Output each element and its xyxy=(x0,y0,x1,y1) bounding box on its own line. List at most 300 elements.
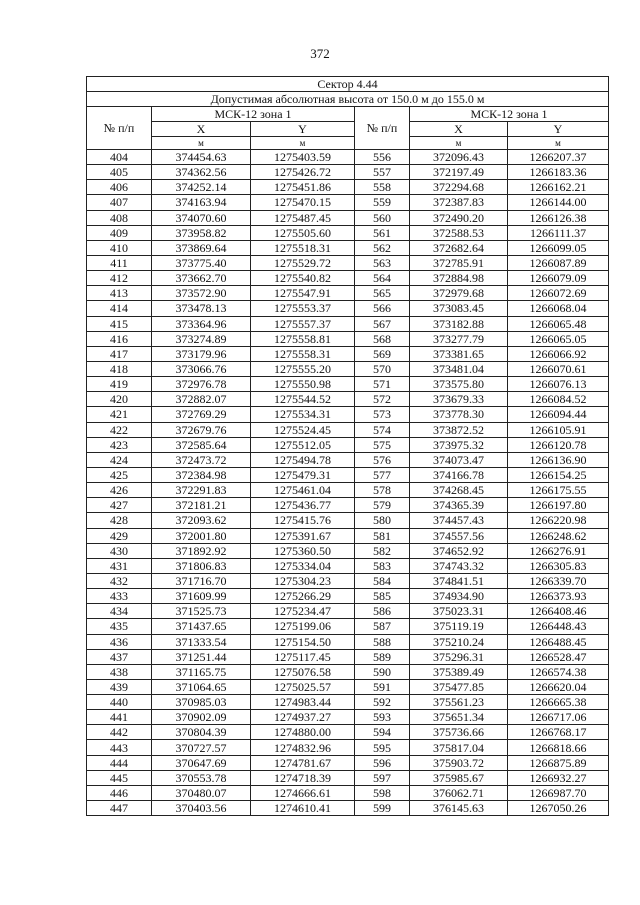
table-row xyxy=(87,785,609,800)
y-left: 1275553.37 xyxy=(251,301,355,316)
y-left: 1275524.45 xyxy=(251,422,355,437)
x-right: 372490.20 xyxy=(410,210,508,225)
row-num-left: 435 xyxy=(87,619,152,634)
x-right: 375736.66 xyxy=(410,725,508,740)
table-row xyxy=(87,498,609,513)
row-num-left: 426 xyxy=(87,483,152,498)
row-num-left: 428 xyxy=(87,513,152,528)
row-num-right: 570 xyxy=(355,361,410,376)
row-num-left: 438 xyxy=(87,664,152,679)
y-right: 1266932.27 xyxy=(508,770,609,785)
row-num-left: 416 xyxy=(87,331,152,346)
table-row xyxy=(87,452,609,467)
y-right: 1266373.93 xyxy=(508,589,609,604)
row-num-right: 572 xyxy=(355,392,410,407)
y-left: 1275266.29 xyxy=(251,589,355,604)
x-right: 374166.78 xyxy=(410,467,508,482)
y-left: 1275360.50 xyxy=(251,543,355,558)
y-right: 1266136.90 xyxy=(508,452,609,467)
header-num-right: № п/п xyxy=(355,107,410,150)
row-num-left: 420 xyxy=(87,392,152,407)
row-num-right: 566 xyxy=(355,301,410,316)
y-left: 1275547.91 xyxy=(251,286,355,301)
y-right: 1266220.98 xyxy=(508,513,609,528)
table-row xyxy=(87,392,609,407)
x-left: 372093.62 xyxy=(152,513,251,528)
x-right: 372387.83 xyxy=(410,195,508,210)
x-right: 374268.45 xyxy=(410,483,508,498)
y-right: 1266094.44 xyxy=(508,407,609,422)
x-left: 373662.70 xyxy=(152,271,251,286)
row-num-left: 439 xyxy=(87,679,152,694)
y-left: 1275555.20 xyxy=(251,361,355,376)
x-left: 370804.39 xyxy=(152,725,251,740)
row-num-right: 597 xyxy=(355,770,410,785)
row-num-right: 576 xyxy=(355,452,410,467)
y-right: 1266072.69 xyxy=(508,286,609,301)
table-row xyxy=(87,664,609,679)
table-row xyxy=(87,240,609,255)
x-left: 371892.92 xyxy=(152,543,251,558)
x-left: 373274.89 xyxy=(152,331,251,346)
x-right: 373872.52 xyxy=(410,422,508,437)
y-left: 1275461.04 xyxy=(251,483,355,498)
x-right: 374934.90 xyxy=(410,589,508,604)
table-row xyxy=(87,801,609,816)
y-right: 1266276.91 xyxy=(508,543,609,558)
x-right: 372884.98 xyxy=(410,271,508,286)
row-num-left: 412 xyxy=(87,271,152,286)
x-right: 372979.68 xyxy=(410,286,508,301)
y-left: 1275540.82 xyxy=(251,271,355,286)
x-right: 374365.39 xyxy=(410,498,508,513)
y-right: 1266079.09 xyxy=(508,271,609,286)
y-left: 1275558.81 xyxy=(251,331,355,346)
row-num-left: 446 xyxy=(87,785,152,800)
table-row xyxy=(87,740,609,755)
x-right: 372682.64 xyxy=(410,240,508,255)
row-num-right: 560 xyxy=(355,210,410,225)
x-right: 372197.49 xyxy=(410,165,508,180)
y-left: 1275487.45 xyxy=(251,210,355,225)
x-left: 371716.70 xyxy=(152,573,251,588)
table-row xyxy=(87,604,609,619)
x-right: 372785.91 xyxy=(410,255,508,270)
table-row xyxy=(87,255,609,270)
x-left: 372976.78 xyxy=(152,377,251,392)
table-row xyxy=(87,210,609,225)
x-left: 372291.83 xyxy=(152,483,251,498)
header-y-right: Y xyxy=(508,122,609,137)
row-num-left: 421 xyxy=(87,407,152,422)
x-right: 374652.92 xyxy=(410,543,508,558)
row-num-right: 582 xyxy=(355,543,410,558)
row-num-left: 419 xyxy=(87,377,152,392)
row-num-right: 567 xyxy=(355,316,410,331)
row-num-right: 593 xyxy=(355,710,410,725)
y-right: 1266144.00 xyxy=(508,195,609,210)
table-row xyxy=(87,589,609,604)
row-num-right: 557 xyxy=(355,165,410,180)
x-left: 371333.54 xyxy=(152,634,251,649)
row-num-right: 561 xyxy=(355,225,410,240)
y-right: 1266162.21 xyxy=(508,180,609,195)
x-left: 374070.60 xyxy=(152,210,251,225)
row-num-left: 443 xyxy=(87,740,152,755)
x-right: 374841.51 xyxy=(410,573,508,588)
x-right: 374743.32 xyxy=(410,558,508,573)
row-num-left: 405 xyxy=(87,165,152,180)
y-right: 1266875.89 xyxy=(508,755,609,770)
y-left: 1275451.86 xyxy=(251,180,355,195)
table-row xyxy=(87,573,609,588)
table-row xyxy=(87,165,609,180)
x-left: 373066.76 xyxy=(152,361,251,376)
row-num-left: 407 xyxy=(87,195,152,210)
row-num-left: 442 xyxy=(87,725,152,740)
table-row xyxy=(87,422,609,437)
x-left: 374163.94 xyxy=(152,195,251,210)
page-number: 372 xyxy=(310,46,330,61)
x-left: 373775.40 xyxy=(152,255,251,270)
row-num-right: 569 xyxy=(355,346,410,361)
row-num-right: 583 xyxy=(355,558,410,573)
x-left: 371251.44 xyxy=(152,649,251,664)
x-right: 374073.47 xyxy=(410,452,508,467)
row-num-right: 584 xyxy=(355,573,410,588)
row-num-right: 599 xyxy=(355,801,410,816)
row-num-right: 565 xyxy=(355,286,410,301)
row-num-left: 432 xyxy=(87,573,152,588)
table-row xyxy=(87,407,609,422)
row-num-right: 595 xyxy=(355,740,410,755)
row-num-left: 418 xyxy=(87,361,152,376)
y-left: 1275544.52 xyxy=(251,392,355,407)
y-right: 1266070.61 xyxy=(508,361,609,376)
x-left: 370647.69 xyxy=(152,755,251,770)
row-num-left: 431 xyxy=(87,558,152,573)
x-right: 376062.71 xyxy=(410,785,508,800)
row-num-left: 445 xyxy=(87,770,152,785)
unit-y-left: м xyxy=(251,137,355,150)
y-left: 1275154.50 xyxy=(251,634,355,649)
x-left: 371165.75 xyxy=(152,664,251,679)
y-left: 1275557.37 xyxy=(251,316,355,331)
y-left: 1275494.78 xyxy=(251,452,355,467)
x-right: 374557.56 xyxy=(410,528,508,543)
y-left: 1275403.59 xyxy=(251,150,355,165)
x-right: 373575.80 xyxy=(410,377,508,392)
y-left: 1275512.05 xyxy=(251,437,355,452)
row-num-right: 559 xyxy=(355,195,410,210)
y-left: 1275199.06 xyxy=(251,619,355,634)
x-left: 374362.56 xyxy=(152,165,251,180)
y-left: 1275304.23 xyxy=(251,573,355,588)
x-left: 372001.80 xyxy=(152,528,251,543)
table-row xyxy=(87,543,609,558)
x-right: 373679.33 xyxy=(410,392,508,407)
row-num-right: 558 xyxy=(355,180,410,195)
y-left: 1275334.04 xyxy=(251,558,355,573)
y-left: 1274880.00 xyxy=(251,725,355,740)
x-right: 374457.43 xyxy=(410,513,508,528)
row-num-left: 408 xyxy=(87,210,152,225)
table-row xyxy=(87,377,609,392)
row-num-right: 578 xyxy=(355,483,410,498)
header-system-right: МСК-12 зона 1 xyxy=(410,107,609,122)
y-left: 1275415.76 xyxy=(251,513,355,528)
row-num-right: 564 xyxy=(355,271,410,286)
x-right: 375296.31 xyxy=(410,649,508,664)
x-left: 372769.29 xyxy=(152,407,251,422)
y-left: 1275534.31 xyxy=(251,407,355,422)
unit-x-left: м xyxy=(152,137,251,150)
row-num-left: 422 xyxy=(87,422,152,437)
x-left: 373572.90 xyxy=(152,286,251,301)
unit-y-right: м xyxy=(508,137,609,150)
row-num-left: 430 xyxy=(87,543,152,558)
y-right: 1266197.80 xyxy=(508,498,609,513)
x-right: 375985.67 xyxy=(410,770,508,785)
y-right: 1266818.66 xyxy=(508,740,609,755)
x-right: 375817.04 xyxy=(410,740,508,755)
x-left: 372384.98 xyxy=(152,467,251,482)
row-num-right: 574 xyxy=(355,422,410,437)
y-left: 1275479.31 xyxy=(251,467,355,482)
y-right: 1266154.25 xyxy=(508,467,609,482)
x-left: 374252.14 xyxy=(152,180,251,195)
table-row xyxy=(87,180,609,195)
header-x-left: X xyxy=(152,122,251,137)
y-right: 1266065.05 xyxy=(508,331,609,346)
row-num-right: 598 xyxy=(355,785,410,800)
table-row xyxy=(87,316,609,331)
x-left: 373869.64 xyxy=(152,240,251,255)
row-num-right: 594 xyxy=(355,725,410,740)
row-num-left: 434 xyxy=(87,604,152,619)
y-right: 1266528.47 xyxy=(508,649,609,664)
row-num-left: 427 xyxy=(87,498,152,513)
y-left: 1275529.72 xyxy=(251,255,355,270)
table-row xyxy=(87,770,609,785)
y-left: 1275117.45 xyxy=(251,649,355,664)
y-right: 1266175.55 xyxy=(508,483,609,498)
y-right: 1266105.91 xyxy=(508,422,609,437)
table-row xyxy=(87,225,609,240)
row-num-right: 581 xyxy=(355,528,410,543)
row-num-left: 424 xyxy=(87,452,152,467)
y-right: 1266574.38 xyxy=(508,664,609,679)
table-row xyxy=(87,513,609,528)
x-left: 370480.07 xyxy=(152,785,251,800)
header-x-right: X xyxy=(410,122,508,137)
table-row xyxy=(87,634,609,649)
row-num-right: 562 xyxy=(355,240,410,255)
y-left: 1275505.60 xyxy=(251,225,355,240)
x-right: 375651.34 xyxy=(410,710,508,725)
y-right: 1266099.05 xyxy=(508,240,609,255)
table-row xyxy=(87,301,609,316)
y-right: 1266488.45 xyxy=(508,634,609,649)
x-left: 371437.65 xyxy=(152,619,251,634)
row-num-right: 579 xyxy=(355,498,410,513)
row-num-left: 447 xyxy=(87,801,152,816)
y-right: 1266120.78 xyxy=(508,437,609,452)
y-left: 1274718.39 xyxy=(251,770,355,785)
y-right: 1266084.52 xyxy=(508,392,609,407)
x-left: 373478.13 xyxy=(152,301,251,316)
y-left: 1275558.31 xyxy=(251,346,355,361)
x-right: 372588.53 xyxy=(410,225,508,240)
x-left: 374454.63 xyxy=(152,150,251,165)
y-left: 1275391.67 xyxy=(251,528,355,543)
table-row xyxy=(87,619,609,634)
x-right: 373975.32 xyxy=(410,437,508,452)
row-num-right: 577 xyxy=(355,467,410,482)
y-right: 1266768.17 xyxy=(508,725,609,740)
x-left: 371609.99 xyxy=(152,589,251,604)
coordinates-table xyxy=(86,76,609,816)
x-left: 372585.64 xyxy=(152,437,251,452)
row-num-left: 409 xyxy=(87,225,152,240)
row-num-left: 423 xyxy=(87,437,152,452)
y-left: 1274983.44 xyxy=(251,695,355,710)
table-row xyxy=(87,150,609,165)
x-left: 370985.03 xyxy=(152,695,251,710)
row-num-left: 411 xyxy=(87,255,152,270)
x-right: 372096.43 xyxy=(410,150,508,165)
row-num-left: 413 xyxy=(87,286,152,301)
unit-x-right: м xyxy=(410,137,508,150)
header-y-left: Y xyxy=(251,122,355,137)
table-row xyxy=(87,755,609,770)
row-num-right: 580 xyxy=(355,513,410,528)
y-left: 1274610.41 xyxy=(251,801,355,816)
y-left: 1274781.67 xyxy=(251,755,355,770)
y-right: 1266183.36 xyxy=(508,165,609,180)
x-right: 375477.85 xyxy=(410,679,508,694)
y-left: 1274937.27 xyxy=(251,710,355,725)
row-num-right: 587 xyxy=(355,619,410,634)
y-right: 1267050.26 xyxy=(508,801,609,816)
row-num-left: 414 xyxy=(87,301,152,316)
y-left: 1275234.47 xyxy=(251,604,355,619)
row-num-right: 586 xyxy=(355,604,410,619)
y-right: 1266126.38 xyxy=(508,210,609,225)
table-row xyxy=(87,195,609,210)
row-num-right: 563 xyxy=(355,255,410,270)
y-left: 1275470.15 xyxy=(251,195,355,210)
x-left: 371806.83 xyxy=(152,558,251,573)
row-num-right: 556 xyxy=(355,150,410,165)
row-num-right: 592 xyxy=(355,695,410,710)
table-row xyxy=(87,528,609,543)
x-left: 373179.96 xyxy=(152,346,251,361)
row-num-right: 589 xyxy=(355,649,410,664)
x-left: 372181.21 xyxy=(152,498,251,513)
x-left: 372679.76 xyxy=(152,422,251,437)
y-left: 1275025.57 xyxy=(251,679,355,694)
y-right: 1266087.89 xyxy=(508,255,609,270)
row-num-right: 573 xyxy=(355,407,410,422)
y-right: 1266339.70 xyxy=(508,573,609,588)
table-row xyxy=(87,286,609,301)
x-left: 370902.09 xyxy=(152,710,251,725)
table-row xyxy=(87,558,609,573)
y-right: 1266448.43 xyxy=(508,619,609,634)
row-num-left: 441 xyxy=(87,710,152,725)
y-right: 1266717.06 xyxy=(508,710,609,725)
x-right: 375903.72 xyxy=(410,755,508,770)
table-body xyxy=(87,150,609,816)
table-row xyxy=(87,271,609,286)
y-left: 1275436.77 xyxy=(251,498,355,513)
y-left: 1275076.58 xyxy=(251,664,355,679)
x-right: 373277.79 xyxy=(410,331,508,346)
row-num-left: 444 xyxy=(87,755,152,770)
x-left: 372882.07 xyxy=(152,392,251,407)
table-row xyxy=(87,467,609,482)
row-num-right: 571 xyxy=(355,377,410,392)
row-num-right: 591 xyxy=(355,679,410,694)
row-num-right: 588 xyxy=(355,634,410,649)
row-num-left: 437 xyxy=(87,649,152,664)
row-num-right: 590 xyxy=(355,664,410,679)
table-row xyxy=(87,695,609,710)
x-left: 372473.72 xyxy=(152,452,251,467)
y-right: 1266408.46 xyxy=(508,604,609,619)
header-system-left: МСК-12 зона 1 xyxy=(152,107,355,122)
header-num-left: № п/п xyxy=(87,107,152,150)
y-right: 1266987.70 xyxy=(508,785,609,800)
x-right: 373381.65 xyxy=(410,346,508,361)
y-right: 1266248.62 xyxy=(508,528,609,543)
row-num-right: 585 xyxy=(355,589,410,604)
y-right: 1266305.83 xyxy=(508,558,609,573)
table-row xyxy=(87,725,609,740)
row-num-left: 440 xyxy=(87,695,152,710)
x-right: 375561.23 xyxy=(410,695,508,710)
altitude-title: Допустимая абсолютная высота от 150.0 м до 155.0 м xyxy=(87,92,609,107)
y-left: 1275518.31 xyxy=(251,240,355,255)
row-num-right: 575 xyxy=(355,437,410,452)
row-num-left: 415 xyxy=(87,316,152,331)
y-right: 1266065.48 xyxy=(508,316,609,331)
x-left: 370403.56 xyxy=(152,801,251,816)
y-right: 1266620.04 xyxy=(508,679,609,694)
table-row xyxy=(87,679,609,694)
x-left: 370727.57 xyxy=(152,740,251,755)
row-num-left: 404 xyxy=(87,150,152,165)
row-num-left: 429 xyxy=(87,528,152,543)
row-num-left: 406 xyxy=(87,180,152,195)
row-num-left: 410 xyxy=(87,240,152,255)
y-left: 1275550.98 xyxy=(251,377,355,392)
table-row xyxy=(87,331,609,346)
table-row xyxy=(87,649,609,664)
sector-title: Сектор 4.44 xyxy=(87,77,609,92)
x-right: 373182.88 xyxy=(410,316,508,331)
table-row xyxy=(87,483,609,498)
row-num-right: 568 xyxy=(355,331,410,346)
row-num-left: 425 xyxy=(87,467,152,482)
table-row xyxy=(87,437,609,452)
x-left: 370553.78 xyxy=(152,770,251,785)
x-right: 373778.30 xyxy=(410,407,508,422)
y-right: 1266111.37 xyxy=(508,225,609,240)
x-right: 372294.68 xyxy=(410,180,508,195)
x-left: 371525.73 xyxy=(152,604,251,619)
